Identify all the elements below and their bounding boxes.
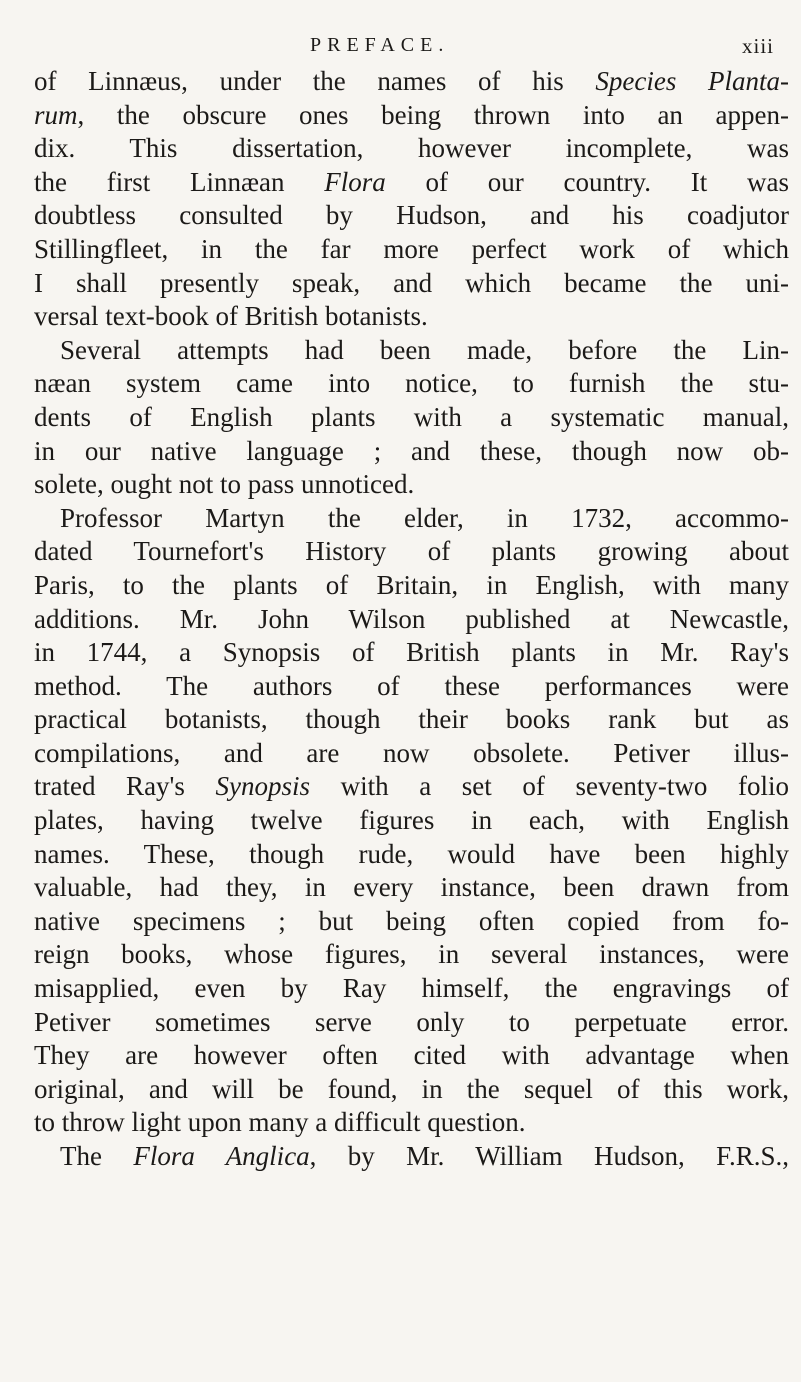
text-line: valuable, had they, in every instance, been drawn from xyxy=(34,872,789,903)
text-line: dated Tournefort's History of plants growing about xyxy=(34,536,789,567)
text-line: compilations, and are now obsolete. Petiver illus- xyxy=(34,737,789,768)
text-line: Petiver sometimes serve only to perpetuate error. xyxy=(34,1006,789,1037)
text-line: versal text-book of British botanists. xyxy=(34,301,428,332)
text-line: I shall presently speak, and which became the uni- xyxy=(34,267,789,298)
text-line: of Linnæus, under the names of his Species Planta- xyxy=(34,66,789,96)
text-line: They are however often cited with advantage when xyxy=(34,1040,789,1071)
text-line: rum, the obscure ones being thrown into an appen- xyxy=(34,99,789,130)
text-line: additions. Mr. John Wilson published at Newcastle, xyxy=(34,603,789,634)
text-line: misapplied, even by Ray himself, the engravings of xyxy=(34,973,789,1004)
text-line: doubtless consulted by Hudson, and his coadjutor xyxy=(34,200,789,231)
text-line: næan system came into notice, to furnish the stu- xyxy=(34,368,789,399)
text-line: names. These, though rude, would have been highly xyxy=(34,838,789,869)
text-line: in our native language ; and these, though now ob- xyxy=(34,435,789,466)
body-text xyxy=(34,65,789,1174)
italic-title: Flora xyxy=(324,166,386,197)
italic-title: Flora Anglica xyxy=(133,1141,310,1171)
italic-title: rum xyxy=(34,99,78,130)
text-line: in 1744, a Synopsis of British plants in Mr. Ray's xyxy=(34,637,789,668)
running-title: PREFACE. xyxy=(310,34,450,56)
text-line: to throw light upon many a difficult question. xyxy=(34,1107,526,1138)
text-line: method. The authors of these performances were xyxy=(34,670,789,701)
text-line: Stillingfleet, in the far more perfect work of which xyxy=(34,233,789,264)
text-line: Paris, to the plants of Britain, in English, with many xyxy=(34,569,789,600)
paragraph-first-line: The Flora Anglica, by Mr. William Hudson, F.R.S., xyxy=(60,1141,789,1171)
text-line: reign books, whose figures, in several instances, were xyxy=(34,939,789,970)
paragraph-first-line: Professor Martyn the elder, in 1732, accommo- xyxy=(60,502,789,533)
text-line: practical botanists, though their books rank but as xyxy=(34,704,789,735)
paragraph-first-line: Several attempts had been made, before the Lin- xyxy=(60,334,789,365)
text-line: plates, having twelve figures in each, with English xyxy=(34,805,789,836)
text-line: original, and will be found, in the sequel of this work, xyxy=(34,1073,789,1104)
text-line: dix. This dissertation, however incomplete, was xyxy=(34,133,789,164)
running-head xyxy=(0,34,801,62)
text-line: dents of English plants with a systematic manual, xyxy=(34,401,789,432)
italic-title: Synopsis xyxy=(215,771,311,802)
text-line: native specimens ; but being often copied from fo- xyxy=(34,905,789,936)
italic-title: Species Planta- xyxy=(595,66,789,96)
text-line: the first Linnæan Flora of our country. It was xyxy=(34,166,789,197)
text-line: trated Ray's Synopsis with a set of seventy-two folio xyxy=(34,771,789,802)
page-number: xiii xyxy=(742,34,775,58)
text-line: solete, ought not to pass unnoticed. xyxy=(34,469,415,500)
